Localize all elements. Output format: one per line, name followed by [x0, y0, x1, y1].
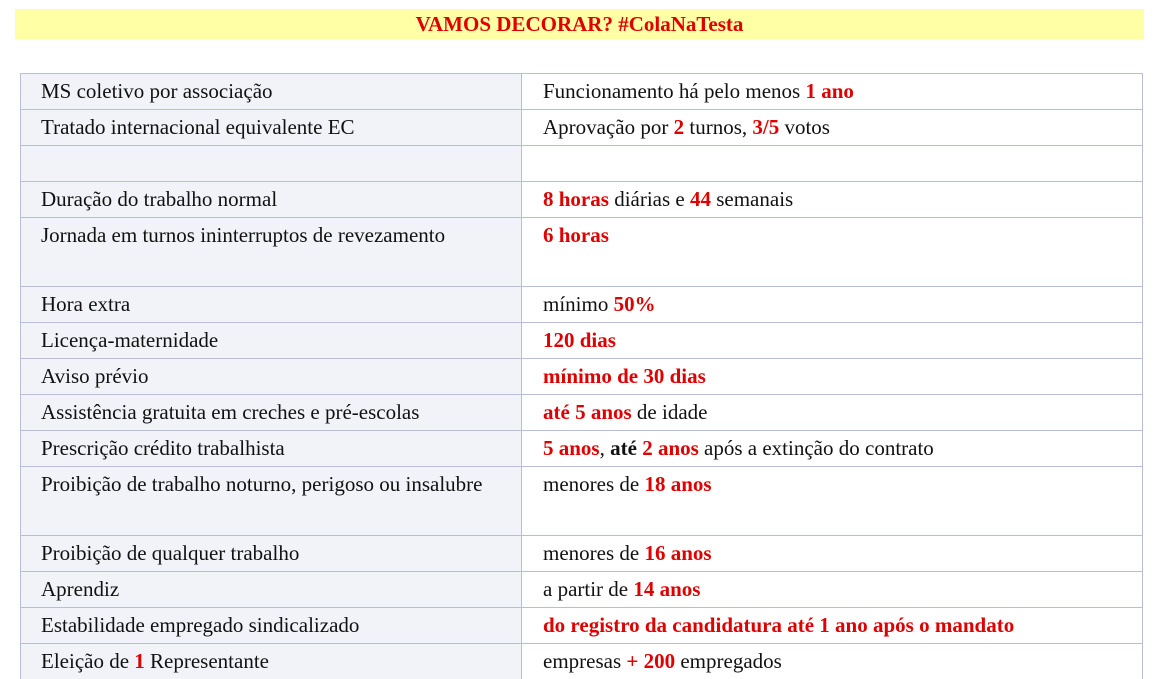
table-row — [21, 572, 1143, 608]
row-value-segment: 5 anos — [543, 436, 600, 460]
row-value-segment: Funcionamento há pelo menos — [543, 79, 805, 103]
row-value-segment: diárias e — [609, 187, 690, 211]
table-row — [21, 218, 1143, 287]
row-label-segment: Representante — [145, 649, 269, 673]
row-label — [21, 146, 522, 182]
row-label: Hora extra — [21, 287, 522, 323]
table-row — [21, 536, 1143, 572]
row-value — [522, 644, 1143, 679]
row-value — [522, 467, 1143, 536]
row-value-segment: turnos, — [684, 115, 752, 139]
row-value-segment: Aprovação por — [543, 115, 674, 139]
row-value — [522, 323, 1143, 359]
row-label: MS coletivo por associação — [21, 74, 522, 110]
row-value-segment: empresas — [543, 649, 626, 673]
row-value — [522, 182, 1143, 218]
row-value — [522, 218, 1143, 287]
row-value-segment: empregados — [675, 649, 782, 673]
row-value-segment: 8 horas — [543, 187, 609, 211]
row-value-segment: 3/5 — [752, 115, 779, 139]
row-value-segment: menores de — [543, 541, 644, 565]
page-title: VAMOS DECORAR? #ColaNaTesta — [15, 9, 1144, 39]
row-value-segment: do registro da candidatura até 1 ano após o mandato — [543, 613, 1014, 637]
row-label: Prescrição crédito trabalhista — [21, 431, 522, 467]
row-value-segment: mínimo de 30 dias — [543, 364, 706, 388]
row-value — [522, 395, 1143, 431]
row-label: Duração do trabalho normal — [21, 182, 522, 218]
row-value-segment: 2 — [674, 115, 685, 139]
row-value-segment: 16 anos — [644, 541, 711, 565]
row-value-segment: 1 ano — [805, 79, 853, 103]
row-value-segment: + 200 — [626, 649, 675, 673]
row-value-segment: menores de — [543, 472, 644, 496]
summary-table-body — [21, 74, 1143, 679]
row-value — [522, 536, 1143, 572]
row-value-segment: 14 anos — [633, 577, 700, 601]
summary-table — [20, 73, 1143, 679]
row-value-segment: 120 dias — [543, 328, 616, 352]
table-row — [21, 644, 1143, 679]
row-label: Aprendiz — [21, 572, 522, 608]
row-value-segment: até 5 anos — [543, 400, 632, 424]
row-value-segment: até — [610, 436, 637, 460]
row-label: Licença-maternidade — [21, 323, 522, 359]
row-label: Assistência gratuita em creches e pré-escolas — [21, 395, 522, 431]
row-value — [522, 110, 1143, 146]
row-label: Jornada em turnos ininterruptos de revezamento — [21, 218, 522, 287]
row-value-segment: semanais — [711, 187, 793, 211]
row-label: Proibição de trabalho noturno, perigoso ou insalubre — [21, 467, 522, 536]
row-value-segment: 44 — [690, 187, 711, 211]
table-row — [21, 431, 1143, 467]
row-value-segment: 6 horas — [543, 223, 609, 247]
row-value-segment: 2 anos — [642, 436, 699, 460]
row-value — [522, 572, 1143, 608]
row-label: Estabilidade empregado sindicalizado — [21, 608, 522, 644]
row-value — [522, 146, 1143, 182]
table-row — [21, 395, 1143, 431]
row-value-segment: mínimo — [543, 292, 614, 316]
row-value — [522, 608, 1143, 644]
row-label — [21, 644, 522, 679]
table-row — [21, 287, 1143, 323]
row-value-segment: 50% — [614, 292, 656, 316]
table-row — [21, 146, 1143, 182]
table-row — [21, 182, 1143, 218]
table-row — [21, 110, 1143, 146]
row-label: Aviso prévio — [21, 359, 522, 395]
row-value — [522, 287, 1143, 323]
row-value-segment: a partir de — [543, 577, 633, 601]
row-value-segment: 18 anos — [644, 472, 711, 496]
table-row — [21, 608, 1143, 644]
table-row — [21, 74, 1143, 110]
table-row — [21, 323, 1143, 359]
row-value — [522, 431, 1143, 467]
row-value-segment: após a extinção do contrato — [699, 436, 934, 460]
row-value — [522, 74, 1143, 110]
row-label-segment: Eleição de — [41, 649, 134, 673]
row-label: Tratado internacional equivalente EC — [21, 110, 522, 146]
row-value-segment: votos — [779, 115, 830, 139]
row-value — [522, 359, 1143, 395]
row-value-segment: , — [600, 436, 611, 460]
row-label: Proibição de qualquer trabalho — [21, 536, 522, 572]
row-label-segment: 1 — [134, 649, 145, 673]
row-value-segment: de idade — [632, 400, 708, 424]
table-row — [21, 359, 1143, 395]
table-row — [21, 467, 1143, 536]
